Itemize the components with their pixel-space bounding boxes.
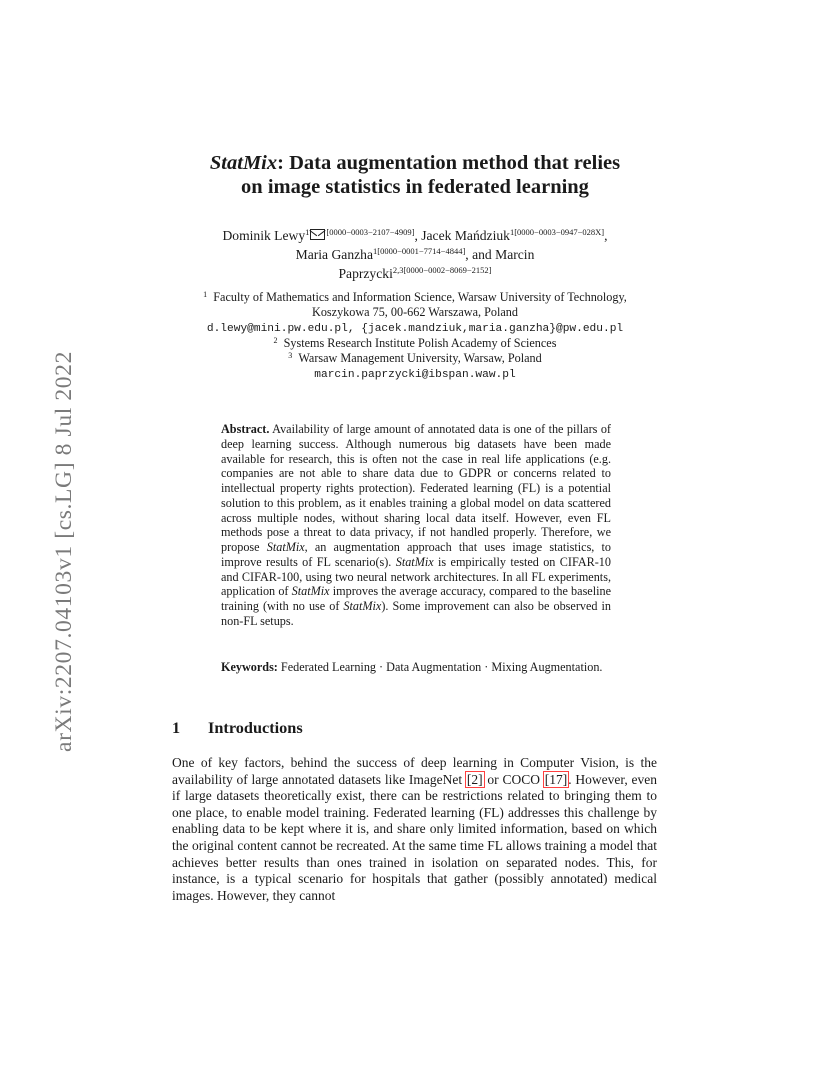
author-orcid: 2,3[0000−0002−8069−2152] [392,265,492,275]
body-paragraph [172,755,657,904]
author-affiliation-mark: 1 [305,227,310,237]
author-name: Dominik Lewy [222,228,306,243]
affiliation-mark: 1 [203,290,208,299]
affiliation-mark: 2 [273,336,278,346]
method-name: StatMix [291,584,330,599]
paper-title [150,151,680,199]
abstract-label: Abstract. [221,422,270,436]
abstract-text: improves the average accuracy, compared to the baseline training (with no use of [221,584,611,613]
affiliation-line: Warsaw Management University, Warsaw, Poland [298,351,542,366]
arxiv-identifier-stamp [21,290,77,755]
affiliations [150,290,680,383]
email-link[interactable]: marcin.paprzycki@ibspan.waw.pl [314,368,516,381]
citation-link[interactable]: [17] [544,771,568,787]
method-name: StatMix [343,599,382,613]
author-name: Jacek Mańdziuk [421,228,510,243]
title-line1-rest: : Data augmentation method that relies [277,152,621,174]
affiliation-line: Systems Research Institute Polish Academy of Sciences [283,336,557,351]
author-name: Maria Ganzha [295,247,373,262]
author-orcid: 1[0000−0001−7714−4844] [373,246,466,256]
section-number: 1 [172,718,181,737]
method-name: StatMix [395,554,434,569]
section-heading [172,718,303,738]
abstract-text: , an augmentation approach that uses image statistics, to improve results of FL scenario(s). [221,540,611,569]
keywords-label: Keywords: [221,660,278,674]
affiliation-line: Faculty of Mathematics and Information Science, Warsaw University of Technology, [213,290,627,304]
author-separator: , [414,228,422,243]
affiliation-mark: 3 [288,351,293,361]
author-orcid: [0000−0003−2107−4909] [326,227,415,237]
author-list [150,226,680,283]
abstract-text: Availability of large amount of annotated data is one of the pillars of deep learning success. Although numerous big datasets have been made available for research, this is often not the case in real life applications (e.g. companies are not able to share data due to GDPR or concerns related to intellectual property rights protection). Federated learning (FL) is a potential solution to this problem, as it enables training a global model on data scattered across multiple nodes, without sharing local data itself. However, even FL methods pose a threat to data privacy, if not handled properly. Therefore, we propose [221,422,611,554]
keywords-text: Federated Learning · Data Augmentation · Mixing Augmentation. [277,660,603,674]
title-line2: on image statistics in federated learning [241,176,589,198]
affiliation-line: Koszykowa 75, 00-662 Warszawa, Poland [312,304,518,319]
author-orcid: 1[0000−0003−0947−028X] [509,227,605,237]
envelope-icon [310,229,325,240]
title-method-name: StatMix [209,152,278,174]
abstract-text: is empirically tested on CIFAR-10 and CIFAR-100, using two neural network architectures. In all FL experiments, application of [221,554,611,599]
body-text: One of key factors, behind the success of deep learning in Computer Vision, is the availability of large annotated datasets like ImageNet [172,755,657,787]
arxiv-identifier-text: arXiv:2207.04103v1 [cs.LG] 8 Jul 2022 [51,351,77,752]
section-title: Introductions [208,718,303,737]
body-text: . However, even if large datasets theoretically exist, there can be restrictions related to bringing them to one place, to enable model training. Federated learning (FL) addresses this challenge by enabling data to be kept where it is, and share only limited information, based on which the original content cannot be recreated. At the same time FL allows training a model that achieves better results than ones trained in isolation on separated nodes. This, for instance, is a typical scenario for hospitals that gather (possibly annotated) medical images. However, they cannot [172,771,657,903]
abstract-text: ). Some improvement can also be observed in non-FL setups. [221,599,611,628]
author-name: Paprzycki [338,266,393,281]
abstract [221,422,611,629]
keywords [221,660,611,675]
body-text: or COCO [483,771,544,787]
method-name: StatMix [266,540,305,554]
author-separator: , [604,228,608,243]
author-separator: , and Marcin [465,247,535,262]
email-link[interactable]: d.lewy@mini.pw.edu.pl, {jacek.mandziuk,maria.ganzha}@pw.edu.pl [206,322,624,335]
citation-link[interactable]: [2] [466,771,483,787]
